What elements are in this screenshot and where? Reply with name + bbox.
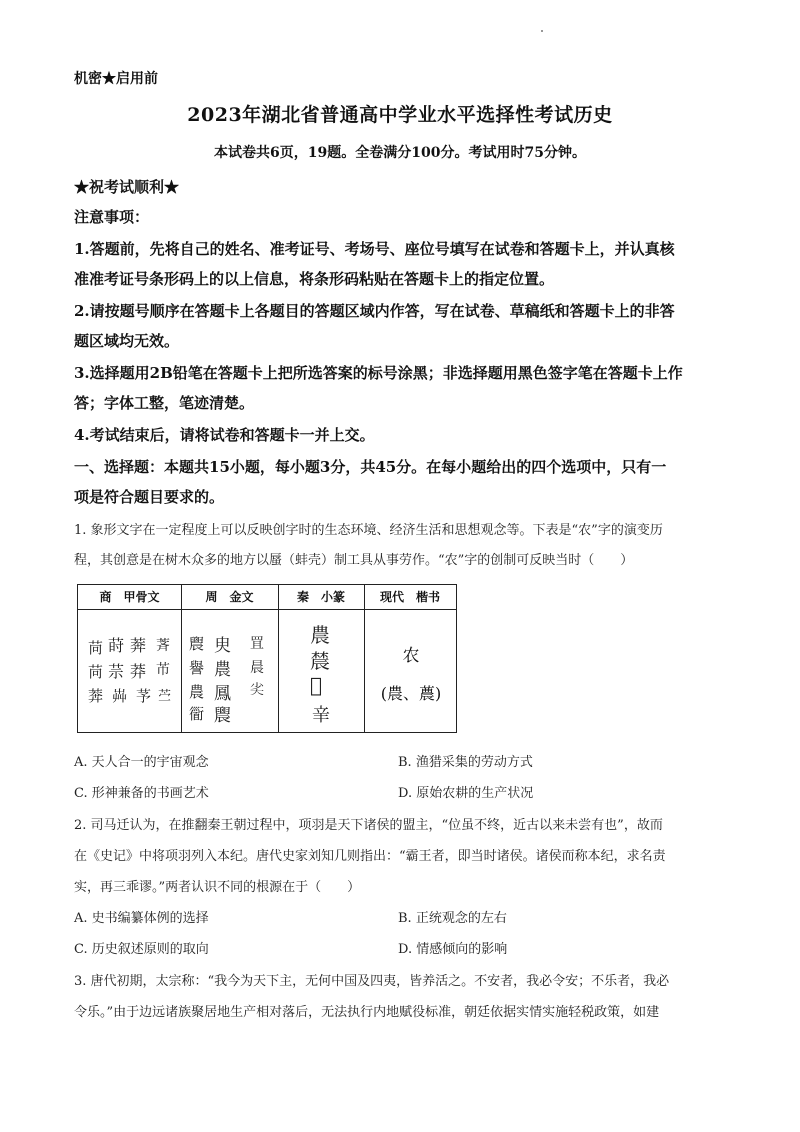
bronze-glyph: 𡭟 [250,682,264,698]
bronze-glyph: 㬰 [214,636,231,656]
oracle-glyph: 苘 [88,663,104,681]
oracle-glyph: 芇 [156,662,170,678]
oracle-glyph: 苘 [88,639,104,657]
table-header-zhou: 周 金文 [205,590,254,604]
question-3-text: 3. 唐代初期，太宗称：“我今为天下主，无何中国及四夷，皆养活之。不安者，我必令安；不乐者，我必 [74,974,670,989]
option-d: D. 情感倾向的影响 [398,942,508,957]
question-1-text: 程，其创意是在树木众多的地方以蜃（蚌壳）制工具从事劳作。“农”字的创制可反映当时（ ） [74,553,634,568]
notes-line: 2.请按题号顺序在答题卡上各题目的答题区域内作答，写在试卷、草稿纸和答题卡上的非答 [74,302,675,320]
table-header-row [78,585,456,610]
bronze-glyph: 鳳 [214,684,231,704]
bronze-glyph: 譽 [189,659,205,677]
bronze-glyph: 䢉 [189,635,205,653]
character-evolution-table [77,584,457,733]
question-2-text: 实，再三乖谬。”两者认识不同的根源在于（ ） [74,880,361,895]
modern-variants: (農、蕽) [380,684,442,703]
table-divider [364,585,365,732]
table-divider [278,585,279,732]
option-b: B. 正统观念的左右 [398,911,507,926]
confidential-label: 机密★启用前 [74,71,158,87]
good-luck-line: ★祝考试顺利★ [74,178,180,196]
question-3-text: 令乐。”由于边远诸族聚居地生产相对落后，无法执行内地赋役标准，朝廷依据实情实施轻税政策，如建 [74,1005,660,1020]
oracle-glyph: 萕 [156,638,170,654]
modern-character: 农 [402,646,420,666]
oracle-glyph: 芧 [136,687,152,705]
bronze-glyph: 罝 [250,636,264,652]
seal-glyph: 𨐌 [312,705,330,726]
seal-glyph: 辳 [310,649,330,673]
oracle-glyph: 莾 [88,687,104,705]
option-b: B. 渔猎采集的劳动方式 [398,755,533,770]
bronze-glyph: 衟 [189,705,205,723]
exam-title: 2023年湖北省普通高中学业水平选择性考试历史 [187,104,613,126]
question-1-text: 1. 象形文字在一定程度上可以反映创字时的生态环境、经济生活和思想观念等。下表是“农”字的演变历 [74,523,663,538]
notes-line: 4.考试结束后，请将试卷和答题卡一并上交。 [74,426,375,444]
option-a: A. 史书编纂体例的选择 [74,911,209,926]
notes-line: 1.答题前，先将自己的姓名、准考证号、考场号、座位号填写在试卷和答题卡上，并认真核 [74,240,675,258]
exam-subtitle: 本试卷共6页，19题。全卷满分100分。考试用时75分钟。 [214,145,586,161]
oracle-glyph: 莳 [108,636,125,655]
notes-line: 3.选择题用2B铅笔在答题卡上把所选答案的标号涂黑；非选择题用黑色签字笔在答题卡上作 [74,364,683,382]
section-heading: 一、选择题：本题共15小题，每小题3分，共45分。在每小题给出的四个选项中，只有一 [74,458,667,476]
oracle-glyph: 芔 [112,687,128,705]
oracle-glyph: 䒬 [108,662,125,681]
bronze-glyph: 䢉 [214,706,231,726]
bronze-glyph: 晨 [250,660,264,676]
scan-speck [541,30,543,32]
option-a: A. 天人合一的宇宙观念 [74,755,209,770]
notes-heading: 注意事项： [74,208,150,226]
oracle-glyph: 莾 [130,636,147,655]
oracle-glyph: 莽 [130,662,147,681]
option-c: C. 历史叙述原则的取向 [74,942,209,957]
table-header-qin: 秦 小篆 [296,590,345,604]
table-header-modern: 现代 楷书 [379,590,440,604]
table-divider [181,585,182,732]
seal-glyph: 𨐓 [310,673,323,697]
notes-line: 题区域均无效。 [74,332,180,350]
seal-glyph: 農 [310,623,330,647]
section-heading: 项是符合题目要求的。 [74,488,225,506]
notes-line: 答；字体工整，笔迹清楚。 [74,394,255,412]
question-2-text: 在《史记》中将项羽列入本纪。唐代史家刘知几则指出：“霸王者，即当时诸侯。诸侯而称本纪，求名责 [74,849,666,864]
option-c: C. 形神兼备的书画艺术 [74,786,209,801]
question-2-text: 2. 司马迁认为，在推翻秦王朝过程中，项羽是天下诸侯的盟主，“位虽不终，近古以来未尝有也”，故而 [74,818,663,833]
notes-line: 准准考证号条形码上的以上信息，将条形码粘贴在答题卡上的指定位置。 [74,270,555,288]
table-header-shang: 商 甲骨文 [99,590,160,604]
oracle-glyph: 苎 [158,689,172,704]
bronze-glyph: 農 [214,660,231,680]
option-d: D. 原始农耕的生产状况 [398,786,534,801]
bronze-glyph: 農 [189,683,205,701]
